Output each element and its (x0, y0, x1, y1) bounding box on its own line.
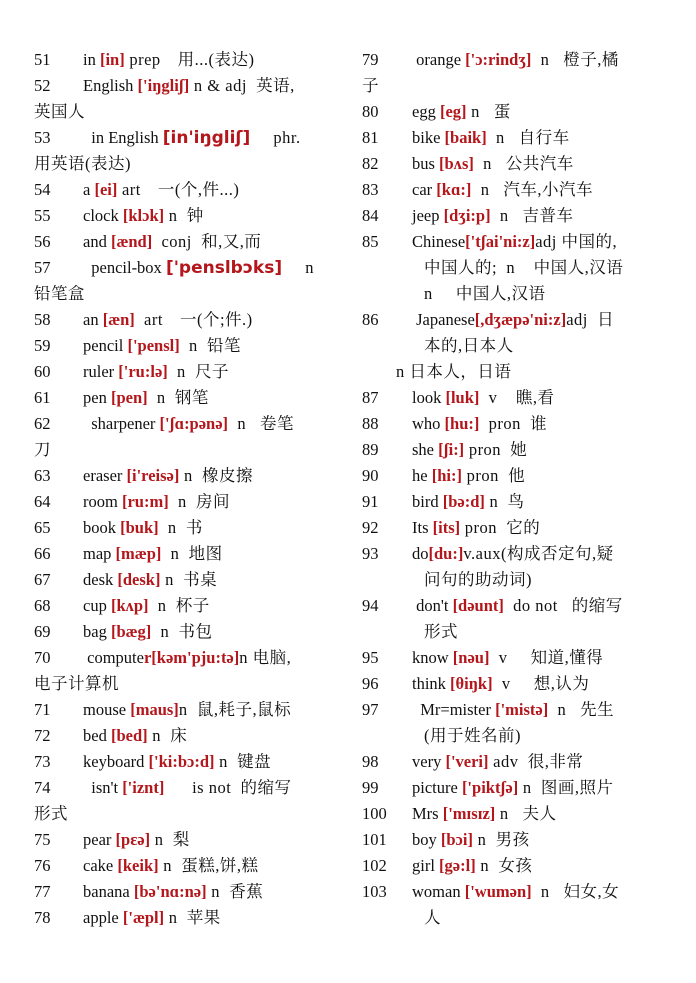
entry-definition: n 地图 (161, 544, 223, 563)
entry-phonetic: [gə:l] (439, 856, 476, 875)
entry-definition: prep 用...(表达) (124, 50, 255, 69)
vocab-entry (34, 359, 336, 385)
entry-phonetic: ['ki:bɔ:d] (148, 752, 215, 771)
entry-definition: n 蛋 (466, 102, 511, 121)
entry-phonetic: [pɛə] (115, 830, 151, 849)
vocab-entry (34, 177, 336, 203)
entry-phonetic: [ʃi:] (438, 440, 465, 459)
entry-definition: n 女孩 (475, 856, 533, 875)
entry-word: ruler (83, 362, 119, 381)
entry-definition: n 铅笔 (179, 336, 241, 355)
entry-number: 55 (34, 206, 51, 225)
entry-definition: n 卷笔 (228, 414, 294, 433)
vocab-entry (34, 255, 336, 281)
entry-word: bed (83, 726, 111, 745)
entry-definition: n 书 (158, 518, 203, 537)
entry-word: boy (412, 830, 441, 849)
entry-number: 70 (34, 648, 51, 667)
vocab-entry (34, 541, 336, 567)
vocab-entry (362, 541, 662, 567)
entry-number: 54 (34, 180, 51, 199)
entry-word: pear (83, 830, 116, 849)
entry-number: 90 (362, 466, 379, 485)
entry-phonetic: ['æpl] (122, 908, 165, 927)
entry-definition: n 橡皮擦 (179, 466, 253, 485)
entry-word: she (412, 440, 439, 459)
entry-phonetic: [keik] (117, 856, 159, 875)
vocab-entry (362, 125, 662, 151)
entry-word: car (412, 180, 437, 199)
vocab-entry (34, 385, 336, 411)
entry-phonetic: ['ru:lə] (118, 362, 168, 381)
entry-definition: n & adj 英语, (189, 76, 295, 95)
entry-definition: pron 他 (461, 466, 526, 485)
vocab-entry (362, 203, 662, 229)
vocab-entry (362, 385, 662, 411)
entry-number: 57 (34, 258, 51, 277)
entry-definition: art 一(个,件...) (117, 180, 240, 199)
entry-definition: n 吉普车 (490, 206, 574, 225)
entry-number: 67 (34, 570, 51, 589)
entry-number: 89 (362, 440, 379, 459)
entry-phonetic: [klɔk] (122, 206, 165, 225)
entry-definition: n 妇女,女 (531, 882, 620, 901)
entry-phonetic: r[kəm'pju:tə] (143, 648, 240, 667)
vocab-entry (34, 73, 336, 99)
vocab-entry (362, 879, 662, 905)
entry-definition: n 图画,照片 (518, 778, 614, 797)
entry-phonetic: ['mistə] (495, 700, 549, 719)
entry-phonetic: ['iznt] (122, 778, 165, 797)
entry-word: an (83, 310, 103, 329)
entry-word: look (412, 388, 446, 407)
vocab-entry (34, 411, 336, 437)
entry-word: do (412, 544, 429, 563)
entry-continuation: (用于姓名前) (424, 726, 521, 745)
entry-phonetic: [bʌs] (439, 154, 474, 173)
vocab-entry (34, 853, 336, 879)
entry-number: 92 (362, 518, 379, 537)
vocab-entry (362, 99, 662, 125)
vocab-entry (34, 463, 336, 489)
entry-phonetic: [in] (99, 50, 125, 69)
entry-number: 91 (362, 492, 379, 511)
entry-word: orange (412, 50, 466, 69)
entry-number: 63 (34, 466, 51, 485)
vocab-entry (34, 749, 336, 775)
entry-definition: n 先生 (548, 700, 615, 719)
entry-number: 94 (362, 596, 379, 615)
entry-definition: n 橙子,橘 (531, 50, 619, 69)
entry-phonetic: ['iŋgliʃ] (137, 76, 190, 95)
entry-continuation: n 中国人,汉语 (424, 284, 546, 303)
entry-word: pen (83, 388, 111, 407)
right-column (362, 47, 662, 931)
vocab-entry (362, 775, 662, 801)
entry-number: 65 (34, 518, 51, 537)
entry-phonetic: [kɑ:] (436, 180, 472, 199)
entry-word: egg (412, 102, 440, 121)
entry-phonetic: ['penslbɔks] (165, 258, 283, 278)
entry-phonetic: [bɔi] (440, 830, 473, 849)
entry-continuation: 本的,日本人 (424, 336, 514, 355)
entry-number: 81 (362, 128, 379, 147)
entry-number: 85 (362, 232, 379, 251)
vocab-entry (34, 47, 336, 73)
entry-continuation: 形式 (34, 804, 68, 823)
entry-phonetic: [hi:] (431, 466, 462, 485)
entry-phonetic: [in'iŋgliʃ] (162, 128, 251, 148)
entry-word: apple (83, 908, 123, 927)
entry-definition: adj 中国的, (535, 232, 618, 251)
entry-word: pencil (83, 336, 128, 355)
entry-definition: n 书桌 (160, 570, 218, 589)
entry-phonetic: [eg] (439, 102, 467, 121)
entry-number: 71 (34, 700, 51, 719)
entry-definition: pron 她 (464, 440, 528, 459)
entry-phonetic: [hu:] (444, 414, 480, 433)
vocab-entry (362, 827, 662, 853)
entry-definition: n 公共汽车 (473, 154, 574, 173)
entry-phonetic: ['pensl] (127, 336, 180, 355)
entry-continuation: 刀 (34, 440, 51, 459)
entry-number: 68 (34, 596, 51, 615)
entry-continuation: 子 (362, 76, 379, 95)
entry-number: 61 (34, 388, 51, 407)
entry-number: 80 (362, 102, 379, 121)
entry-phonetic: [,dʒæpə'ni:z] (474, 310, 567, 329)
entry-word: Its (412, 518, 433, 537)
entry-word: woman (412, 882, 465, 901)
entry-continuation: 电子计算机 (34, 674, 119, 693)
entry-number: 88 (362, 414, 379, 433)
vocab-entry (34, 879, 336, 905)
vocab-entry (34, 567, 336, 593)
entry-definition: v 知道,懂得 (489, 648, 604, 667)
entry-definition: n 床 (147, 726, 188, 745)
entry-word: room (83, 492, 122, 511)
entry-word: think (412, 674, 451, 693)
entry-phonetic: [ei] (94, 180, 118, 199)
entry-definition: n 钟 (164, 206, 204, 225)
entry-phonetic: ['ʃɑ:pənə] (159, 414, 229, 433)
entry-continuation: 问句的助动词) (424, 570, 532, 589)
entry-number: 82 (362, 154, 379, 173)
entry-number: 56 (34, 232, 51, 251)
entry-definition: n 香蕉 (206, 882, 264, 901)
entry-definition: n 梨 (150, 830, 190, 849)
entry-definition: adv 很,非常 (488, 752, 584, 771)
vocab-entry (34, 515, 336, 541)
entry-phonetic: ['ɔ:rindʒ] (465, 50, 532, 69)
entry-phonetic: [buk] (120, 518, 159, 537)
entry-definition: n 电脑, (239, 648, 292, 667)
entry-phonetic: [kʌp] (110, 596, 149, 615)
entry-number: 62 (34, 414, 51, 433)
vocab-entry (34, 905, 336, 931)
entry-definition: n 男孩 (472, 830, 530, 849)
entry-phonetic: [i'reisə] (126, 466, 180, 485)
entry-definition: n 键盘 (214, 752, 272, 771)
entry-definition: v.aux(构成否定句,疑 (463, 544, 614, 563)
entry-definition: n 尺子 (167, 362, 230, 381)
vocab-entry (362, 177, 662, 203)
entry-phonetic: [bə:d] (442, 492, 485, 511)
entry-definition: n 鸟 (484, 492, 525, 511)
entry-continuation: 英国人 (34, 102, 85, 121)
entry-number: 84 (362, 206, 379, 225)
vocab-entry (362, 697, 662, 723)
entry-definition: n 房间 (168, 492, 230, 511)
vocab-entry (362, 645, 662, 671)
entry-phonetic: [dʒi:p] (443, 206, 491, 225)
vocab-entry (362, 801, 662, 827)
entry-continuation: 用英语(表达) (34, 154, 131, 173)
entry-word: jeep (412, 206, 444, 225)
entry-number: 73 (34, 752, 51, 771)
vocab-entry (362, 593, 662, 619)
entry-word: Mr=mister (412, 700, 496, 719)
entry-word: clock (83, 206, 123, 225)
entry-number: 59 (34, 336, 51, 355)
entry-number: 102 (362, 856, 387, 875)
entry-continuation: n 日本人，日语 (396, 362, 512, 381)
entry-phonetic: [θiŋk] (450, 674, 493, 693)
entry-word: isn't (83, 778, 123, 797)
entry-word: and (83, 232, 111, 251)
vocab-entry (34, 593, 336, 619)
vocab-entry (362, 151, 662, 177)
vocab-entry (362, 671, 662, 697)
vocab-entry (34, 723, 336, 749)
entry-word: English (83, 76, 138, 95)
entry-number: 60 (34, 362, 51, 381)
entry-continuation: 形式 (424, 622, 458, 641)
entry-word: Chinese (412, 232, 466, 251)
entry-phonetic: ['tʃai'ni:z] (465, 232, 536, 251)
entry-definition: is not 的缩写 (164, 778, 292, 797)
entry-phonetic: [dəunt] (452, 596, 504, 615)
vocab-entry (362, 489, 662, 515)
entry-phonetic: [du:] (428, 544, 464, 563)
vocab-entry (362, 515, 662, 541)
vocab-entry (34, 775, 336, 801)
entry-definition: n (282, 258, 314, 277)
entry-word: very (412, 752, 446, 771)
entry-word: Mrs (412, 804, 443, 823)
vocab-entry (362, 749, 662, 775)
entry-number: 79 (362, 50, 379, 69)
entry-number: 96 (362, 674, 379, 693)
entry-definition: conj 和,又,而 (152, 232, 262, 251)
entry-definition: n 鼠,耗子,鼠标 (178, 700, 292, 719)
vocab-entry (362, 229, 662, 255)
entry-definition: pron 它的 (460, 518, 541, 537)
entry-number: 72 (34, 726, 51, 745)
entry-definition: n 自行车 (486, 128, 570, 147)
entry-definition: n 汽车,小汽车 (471, 180, 593, 199)
vocab-entry (34, 489, 336, 515)
entry-word: in (83, 50, 100, 69)
entry-word: desk (83, 570, 118, 589)
vocab-entry (362, 437, 662, 463)
entry-phonetic: [luk] (445, 388, 480, 407)
entry-word: know (412, 648, 453, 667)
entry-word: eraser (83, 466, 127, 485)
entry-phonetic: [bæg] (110, 622, 152, 641)
entry-word: compute (83, 648, 144, 667)
entry-word: in English (83, 128, 163, 147)
entry-word: girl (412, 856, 440, 875)
entry-number: 74 (34, 778, 51, 797)
vocab-entry (34, 333, 336, 359)
vocab-entry (34, 619, 336, 645)
entry-phonetic: [maus] (130, 700, 179, 719)
entry-number: 83 (362, 180, 379, 199)
entry-number: 64 (34, 492, 51, 511)
entry-word: cake (83, 856, 118, 875)
entry-definition: do not 的缩写 (503, 596, 623, 615)
entry-number: 101 (362, 830, 387, 849)
entry-word: bag (83, 622, 111, 641)
entry-phonetic: [desk] (117, 570, 161, 589)
entry-continuation: 铅笔盒 (34, 284, 85, 303)
entry-number: 87 (362, 388, 379, 407)
entry-definition: n 蛋糕,饼,糕 (158, 856, 259, 875)
entry-number: 98 (362, 752, 379, 771)
entry-word: bird (412, 492, 443, 511)
entry-definition: v 想,认为 (492, 674, 590, 693)
entry-definition: phr. (250, 128, 301, 147)
entry-number: 75 (34, 830, 51, 849)
entry-phonetic: ['wumən] (464, 882, 532, 901)
entry-word: map (83, 544, 116, 563)
entry-phonetic: ['veri] (445, 752, 489, 771)
entry-word: he (412, 466, 432, 485)
entry-definition: n 书包 (151, 622, 213, 641)
entry-number: 78 (34, 908, 51, 927)
left-column (34, 47, 336, 931)
entry-number: 97 (362, 700, 379, 719)
entry-word: mouse (83, 700, 131, 719)
entry-phonetic: [ru:m] (121, 492, 169, 511)
vocab-entry (34, 203, 336, 229)
entry-number: 93 (362, 544, 379, 563)
vocab-entry (34, 697, 336, 723)
entry-phonetic: ['piktʃə] (461, 778, 519, 797)
entry-number: 103 (362, 882, 387, 901)
entry-phonetic: [ænd] (110, 232, 153, 251)
entry-definition: n 杯子 (148, 596, 210, 615)
entry-word: banana (83, 882, 134, 901)
entry-phonetic: [bə'nɑ:nə] (133, 882, 207, 901)
entry-continuation: 人 (424, 908, 441, 927)
entry-word: book (83, 518, 121, 537)
entry-word: don't (412, 596, 453, 615)
entry-phonetic: [its] (432, 518, 461, 537)
entry-number: 77 (34, 882, 51, 901)
entry-definition: v 瞧,看 (479, 388, 555, 407)
entry-definition: n 苹果 (164, 908, 221, 927)
vocab-entry (362, 853, 662, 879)
entry-word: keyboard (83, 752, 149, 771)
entry-number: 66 (34, 544, 51, 563)
vocab-entry (34, 827, 336, 853)
entry-word: Japanese (412, 310, 475, 329)
entry-phonetic: [bed] (110, 726, 148, 745)
entry-phonetic: ['mɪsɪz] (442, 804, 496, 823)
entry-number: 95 (362, 648, 379, 667)
entry-phonetic: [mæp] (115, 544, 162, 563)
entry-definition: n 夫人 (495, 804, 557, 823)
entry-word: sharpener (83, 414, 160, 433)
entry-phonetic: [baik] (444, 128, 487, 147)
entry-number: 99 (362, 778, 379, 797)
vocab-entry (362, 47, 662, 73)
entry-number: 76 (34, 856, 51, 875)
entry-phonetic: [æn] (102, 310, 135, 329)
entry-definition: n 钢笔 (147, 388, 209, 407)
entry-phonetic: [nəu] (452, 648, 490, 667)
entry-word: a (83, 180, 95, 199)
entry-number: 51 (34, 50, 51, 69)
entry-definition: art 一(个;件.) (134, 310, 253, 329)
entry-number: 58 (34, 310, 51, 329)
entry-number: 52 (34, 76, 51, 95)
entry-word: bike (412, 128, 445, 147)
vocab-entry (362, 463, 662, 489)
entry-definition: pron 谁 (479, 414, 548, 433)
entry-phonetic: [pen] (110, 388, 148, 407)
vocab-entry (34, 645, 336, 671)
entry-number: 86 (362, 310, 379, 329)
entry-number: 53 (34, 128, 51, 147)
vocab-entry (362, 307, 662, 333)
entry-word: cup (83, 596, 111, 615)
entry-definition: adj 日 (566, 310, 615, 329)
entry-word: bus (412, 154, 440, 173)
entry-continuation: 中国人的; n 中国人,汉语 (424, 258, 624, 277)
vocab-entry (362, 411, 662, 437)
vocab-entry (34, 125, 336, 151)
vocab-entry (34, 307, 336, 333)
entry-number: 69 (34, 622, 51, 641)
entry-word: pencil-box (83, 258, 166, 277)
entry-number: 100 (362, 804, 387, 823)
vocab-entry (34, 229, 336, 255)
entry-word: who (412, 414, 445, 433)
entry-word: picture (412, 778, 462, 797)
